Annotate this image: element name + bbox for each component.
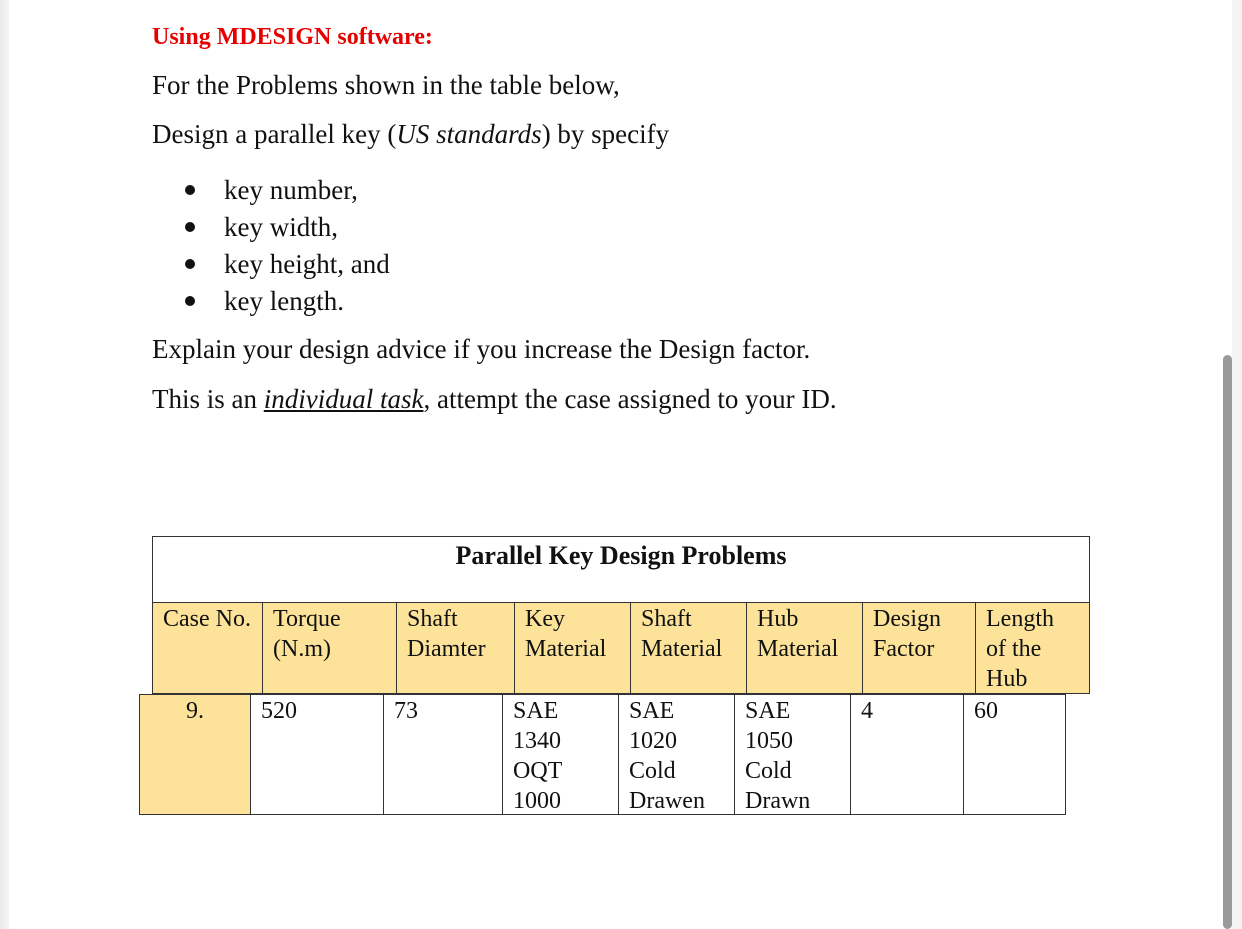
list-item: key number,	[185, 172, 390, 209]
header-hub-length: Length of the Hub	[975, 602, 1090, 694]
explain-paragraph: Explain your design advice if you increase the Design factor.	[152, 334, 811, 364]
page-right-edge	[1232, 0, 1242, 929]
list-item: key height, and	[185, 246, 390, 283]
list-item: key width,	[185, 209, 390, 246]
header-case-no: Case No.	[152, 602, 263, 694]
list-item: key length.	[185, 283, 390, 320]
cell-key-material: SAE 1340 OQT 1000	[502, 694, 619, 815]
header-key-material: Key Material	[514, 602, 631, 694]
task-paragraph	[152, 384, 837, 415]
cell-design-factor: 4	[850, 694, 964, 815]
header-shaft-material: Shaft Material	[630, 602, 747, 694]
heading: Using MDESIGN software:	[152, 24, 433, 50]
cell-hub-length: 60	[963, 694, 1066, 815]
spec-list	[185, 172, 390, 320]
header-design-factor: Design Factor	[862, 602, 976, 694]
header-hub-material: Hub Material	[746, 602, 863, 694]
design-italic: US standards	[396, 119, 542, 149]
cell-case-no: 9.	[139, 694, 251, 815]
task-suffix: , attempt the case assigned to your ID.	[423, 384, 837, 414]
cell-shaft-diameter: 73	[383, 694, 503, 815]
design-suffix: ) by specify	[541, 119, 670, 149]
intro-paragraph: For the Problems shown in the table below,	[152, 70, 620, 100]
header-torque: Torque (N.m)	[262, 602, 397, 694]
cell-hub-material: SAE 1050 Cold Drawn	[734, 694, 851, 815]
design-prefix: Design a parallel key (	[152, 119, 397, 149]
header-shaft-diameter: Shaft Diamter	[396, 602, 515, 694]
cell-shaft-material: SAE 1020 Cold Drawen	[618, 694, 735, 815]
vertical-scrollbar[interactable]	[1223, 355, 1232, 929]
design-paragraph	[152, 119, 669, 150]
page-left-edge	[0, 0, 9, 929]
table-title: Parallel Key Design Problems	[152, 536, 1090, 603]
task-emphasis: individual task	[263, 384, 424, 414]
task-prefix: This is an	[152, 384, 264, 414]
cell-torque: 520	[250, 694, 384, 815]
